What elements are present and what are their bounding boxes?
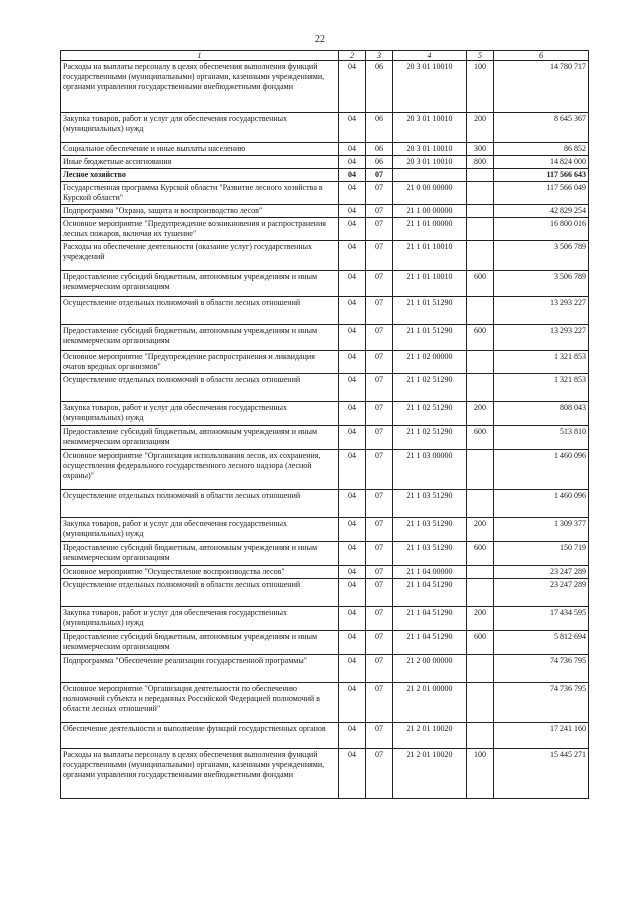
- cell-subsection: 07: [366, 241, 393, 271]
- cell-subsection: 07: [366, 655, 393, 683]
- cell-amount: 117 566 643: [494, 169, 589, 182]
- table-row: [61, 351, 589, 374]
- cell-expense-type: [467, 683, 494, 723]
- cell-subsection: 07: [366, 579, 393, 607]
- table-row: [61, 113, 589, 143]
- cell-subsection: 07: [366, 325, 393, 351]
- cell-name: Осуществление отдельных полномочий в области лесных отношений: [61, 490, 339, 518]
- cell-name: Подпрограмма "Охрана, защита и воспроизводство лесов": [61, 205, 339, 218]
- cell-target-article: 21 2 01 00000: [393, 683, 467, 723]
- table-row: [61, 607, 589, 631]
- cell-target-article: 21 1 03 00000: [393, 450, 467, 490]
- column-number-row: [61, 51, 589, 61]
- cell-subsection: 07: [366, 542, 393, 566]
- cell-target-article: 20 3 01 10010: [393, 156, 467, 169]
- cell-amount: 23 247 289: [494, 579, 589, 607]
- cell-name: Обеспечение деятельности и выполнение функций государственных органов: [61, 723, 339, 749]
- cell-section: 04: [339, 113, 366, 143]
- cell-target-article: 21 2 01 10020: [393, 723, 467, 749]
- cell-section: 04: [339, 61, 366, 113]
- page-number: 22: [315, 34, 325, 45]
- table-row: [61, 241, 589, 271]
- cell-target-article: 20 3 01 10010: [393, 113, 467, 143]
- cell-target-article: 21 1 04 51290: [393, 607, 467, 631]
- cell-expense-type: 200: [467, 402, 494, 426]
- cell-subsection: 07: [366, 450, 393, 490]
- cell-target-article: 21 1 00 00000: [393, 205, 467, 218]
- cell-name: Предоставление субсидий бюджетным, автономным учреждениям и иным некоммерческим организациям: [61, 631, 339, 655]
- cell-name: Предоставление субсидий бюджетным, автономным учреждениям и иным некоммерческим организациям: [61, 325, 339, 351]
- table-row: [61, 61, 589, 113]
- column-header-6: 6: [494, 51, 589, 61]
- cell-section: 04: [339, 297, 366, 325]
- cell-amount: 15 445 271: [494, 749, 589, 799]
- cell-subsection: 07: [366, 402, 393, 426]
- table-row: [61, 631, 589, 655]
- cell-expense-type: 800: [467, 156, 494, 169]
- cell-expense-type: 600: [467, 325, 494, 351]
- cell-target-article: 21 1 02 51290: [393, 426, 467, 450]
- cell-subsection: 07: [366, 169, 393, 182]
- cell-subsection: 07: [366, 205, 393, 218]
- cell-section: 04: [339, 351, 366, 374]
- cell-section: 04: [339, 749, 366, 799]
- cell-target-article: 21 1 03 51290: [393, 542, 467, 566]
- table-row: [61, 579, 589, 607]
- cell-amount: 1 460 096: [494, 490, 589, 518]
- cell-expense-type: [467, 490, 494, 518]
- table-body: [61, 61, 589, 799]
- cell-name: Закупка товаров, работ и услуг для обеспечения государственных (муниципальных) нужд: [61, 518, 339, 542]
- cell-amount: 14 824 000: [494, 156, 589, 169]
- cell-amount: 17 241 160: [494, 723, 589, 749]
- cell-amount: 13 293 227: [494, 297, 589, 325]
- cell-name: Закупка товаров, работ и услуг для обеспечения государственных (муниципальных) нужд: [61, 607, 339, 631]
- cell-target-article: 21 1 03 51290: [393, 518, 467, 542]
- cell-section: 04: [339, 631, 366, 655]
- cell-name: Основное мероприятие "Предупреждение распространения и ликвидация очагов вредных организмов": [61, 351, 339, 374]
- cell-expense-type: 100: [467, 61, 494, 113]
- cell-target-article: 20 3 01 10010: [393, 61, 467, 113]
- cell-amount: 42 829 254: [494, 205, 589, 218]
- cell-expense-type: [467, 450, 494, 490]
- cell-target-article: 21 1 01 10010: [393, 241, 467, 271]
- cell-target-article: 21 1 04 51290: [393, 631, 467, 655]
- cell-name: Основное мероприятие "Организация использования лесов, их сохранения, осуществления федерального государственного лесного надзора (лесной охраны)": [61, 450, 339, 490]
- cell-expense-type: [467, 655, 494, 683]
- cell-section: 04: [339, 518, 366, 542]
- cell-amount: 16 800 016: [494, 218, 589, 241]
- cell-subsection: 07: [366, 566, 393, 579]
- cell-name: Основное мероприятие "Предупреждение возникновения и распространения лесных пожаров, включая их тушение": [61, 218, 339, 241]
- cell-section: 04: [339, 218, 366, 241]
- cell-expense-type: 600: [467, 271, 494, 297]
- table-row: [61, 450, 589, 490]
- cell-name: Осуществление отдельных полномочий в области лесных отношений: [61, 297, 339, 325]
- table-row: [61, 566, 589, 579]
- cell-target-article: 21 2 00 00000: [393, 655, 467, 683]
- cell-amount: 14 780 717: [494, 61, 589, 113]
- cell-amount: 808 043: [494, 402, 589, 426]
- table-row: [61, 683, 589, 723]
- table-row: [61, 723, 589, 749]
- cell-subsection: 07: [366, 271, 393, 297]
- cell-name: Социальное обеспечение и иные выплаты населению: [61, 143, 339, 156]
- cell-amount: 117 566 049: [494, 182, 589, 205]
- cell-target-article: 21 1 02 51290: [393, 374, 467, 402]
- cell-expense-type: [467, 205, 494, 218]
- cell-name: Государственная программа Курской области "Развитие лесного хозяйства в Курской области": [61, 182, 339, 205]
- column-header-3: 3: [366, 51, 393, 61]
- cell-subsection: 07: [366, 297, 393, 325]
- cell-section: 04: [339, 579, 366, 607]
- column-header-1: 1: [61, 51, 339, 61]
- cell-subsection: 07: [366, 374, 393, 402]
- cell-name: Основное мероприятие "Организация деятельности по обеспечению полномочий субъекта и переданных Российской Федерацией полномочий в области лесных отношений": [61, 683, 339, 723]
- cell-target-article: 21 1 01 51290: [393, 297, 467, 325]
- cell-expense-type: [467, 169, 494, 182]
- cell-name: Подпрограмма "Обеспечение реализации государственной программы": [61, 655, 339, 683]
- cell-name: Иные бюджетные ассигнования: [61, 156, 339, 169]
- cell-section: 04: [339, 169, 366, 182]
- column-header-5: 5: [467, 51, 494, 61]
- table-row: [61, 143, 589, 156]
- cell-target-article: 21 1 04 51290: [393, 579, 467, 607]
- cell-expense-type: 200: [467, 518, 494, 542]
- cell-amount: 74 736 795: [494, 683, 589, 723]
- cell-expense-type: 100: [467, 749, 494, 799]
- cell-expense-type: 200: [467, 113, 494, 143]
- cell-target-article: 21 1 01 10010: [393, 271, 467, 297]
- cell-name: Предоставление субсидий бюджетным, автономным учреждениям и иным некоммерческим организациям: [61, 426, 339, 450]
- cell-amount: 150 719: [494, 542, 589, 566]
- cell-expense-type: 200: [467, 607, 494, 631]
- cell-target-article: 21 1 04 00000: [393, 566, 467, 579]
- cell-expense-type: [467, 241, 494, 271]
- cell-expense-type: [467, 723, 494, 749]
- cell-section: 04: [339, 490, 366, 518]
- cell-name: Осуществление отдельных полномочий в области лесных отношений: [61, 579, 339, 607]
- cell-subsection: 06: [366, 156, 393, 169]
- cell-subsection: 06: [366, 113, 393, 143]
- cell-subsection: 07: [366, 631, 393, 655]
- cell-expense-type: [467, 579, 494, 607]
- cell-section: 04: [339, 450, 366, 490]
- cell-section: 04: [339, 143, 366, 156]
- table-row: [61, 156, 589, 169]
- cell-expense-type: [467, 351, 494, 374]
- cell-expense-type: 600: [467, 631, 494, 655]
- cell-amount: 8 645 367: [494, 113, 589, 143]
- table-row: [61, 218, 589, 241]
- cell-name: Закупка товаров, работ и услуг для обеспечения государственных (муниципальных) нужд: [61, 402, 339, 426]
- table-header: [61, 51, 589, 61]
- cell-amount: 5 812 694: [494, 631, 589, 655]
- cell-target-article: 21 2 01 10020: [393, 749, 467, 799]
- cell-subsection: 07: [366, 607, 393, 631]
- table-row: [61, 374, 589, 402]
- cell-target-article: 20 3 01 10010: [393, 143, 467, 156]
- table-row: [61, 169, 589, 182]
- cell-section: 04: [339, 205, 366, 218]
- cell-amount: 13 293 227: [494, 325, 589, 351]
- column-header-4: 4: [393, 51, 467, 61]
- cell-subsection: 07: [366, 490, 393, 518]
- table-row: [61, 426, 589, 450]
- cell-expense-type: 300: [467, 143, 494, 156]
- table-row: [61, 518, 589, 542]
- cell-amount: 17 434 595: [494, 607, 589, 631]
- cell-expense-type: [467, 566, 494, 579]
- cell-name: Расходы на выплаты персоналу в целях обеспечения выполнения функций государственными (муниципальными) органами, казенными учреждениями, органами управления государственными внебюджетными фондами: [61, 61, 339, 113]
- cell-amount: 513 810: [494, 426, 589, 450]
- cell-expense-type: [467, 218, 494, 241]
- table-row: [61, 182, 589, 205]
- cell-expense-type: [467, 297, 494, 325]
- cell-target-article: [393, 169, 467, 182]
- cell-section: 04: [339, 655, 366, 683]
- cell-amount: 3 506 789: [494, 241, 589, 271]
- cell-section: 04: [339, 182, 366, 205]
- cell-subsection: 07: [366, 683, 393, 723]
- table-row: [61, 655, 589, 683]
- cell-amount: 1 321 853: [494, 351, 589, 374]
- table-row: [61, 297, 589, 325]
- table-row: [61, 205, 589, 218]
- cell-subsection: 07: [366, 518, 393, 542]
- cell-subsection: 07: [366, 723, 393, 749]
- cell-name: Предоставление субсидий бюджетным, автономным учреждениям и иным некоммерческим организациям: [61, 271, 339, 297]
- cell-subsection: 07: [366, 426, 393, 450]
- table-row: [61, 402, 589, 426]
- cell-target-article: 21 1 03 51290: [393, 490, 467, 518]
- cell-expense-type: [467, 374, 494, 402]
- cell-subsection: 07: [366, 351, 393, 374]
- cell-section: 04: [339, 271, 366, 297]
- cell-section: 04: [339, 566, 366, 579]
- cell-target-article: 21 0 00 00000: [393, 182, 467, 205]
- cell-section: 04: [339, 374, 366, 402]
- cell-section: 04: [339, 607, 366, 631]
- cell-section: 04: [339, 683, 366, 723]
- column-header-2: 2: [339, 51, 366, 61]
- table-row: [61, 490, 589, 518]
- cell-amount: 23 247 289: [494, 566, 589, 579]
- cell-section: 04: [339, 325, 366, 351]
- cell-subsection: 06: [366, 61, 393, 113]
- cell-section: 04: [339, 426, 366, 450]
- cell-amount: 1 309 377: [494, 518, 589, 542]
- cell-name: Расходы на обеспечение деятельности (оказание услуг) государственных учреждений: [61, 241, 339, 271]
- cell-name: Расходы на выплаты персоналу в целях обеспечения выполнения функций государственными (муниципальными) органами, казенными учреждениями, органами управления государственными внебюджетными фондами: [61, 749, 339, 799]
- table-row: [61, 325, 589, 351]
- cell-section: 04: [339, 402, 366, 426]
- cell-section: 04: [339, 156, 366, 169]
- cell-name: Предоставление субсидий бюджетным, автономным учреждениям и иным некоммерческим организациям: [61, 542, 339, 566]
- cell-section: 04: [339, 723, 366, 749]
- cell-target-article: 21 1 01 00000: [393, 218, 467, 241]
- cell-amount: 3 506 789: [494, 271, 589, 297]
- cell-expense-type: [467, 182, 494, 205]
- cell-amount: 1 321 853: [494, 374, 589, 402]
- cell-subsection: 07: [366, 749, 393, 799]
- cell-subsection: 07: [366, 218, 393, 241]
- table-row: [61, 542, 589, 566]
- cell-target-article: 21 1 02 00000: [393, 351, 467, 374]
- budget-table: [60, 50, 589, 799]
- cell-section: 04: [339, 241, 366, 271]
- table-row: [61, 271, 589, 297]
- cell-name: Закупка товаров, работ и услуг для обеспечения государственных (муниципальных) нужд: [61, 113, 339, 143]
- cell-amount: 74 736 795: [494, 655, 589, 683]
- cell-expense-type: 600: [467, 542, 494, 566]
- cell-subsection: 06: [366, 143, 393, 156]
- cell-name: Основное мероприятие "Осуществление воспроизводства лесов": [61, 566, 339, 579]
- cell-target-article: 21 1 02 51290: [393, 402, 467, 426]
- cell-expense-type: 600: [467, 426, 494, 450]
- cell-amount: 86 852: [494, 143, 589, 156]
- cell-name: Осуществление отдельных полномочий в области лесных отношений: [61, 374, 339, 402]
- table-row: [61, 749, 589, 799]
- cell-section: 04: [339, 542, 366, 566]
- cell-name: Лесное хозяйство: [61, 169, 339, 182]
- cell-target-article: 21 1 01 51290: [393, 325, 467, 351]
- cell-amount: 1 460 096: [494, 450, 589, 490]
- cell-subsection: 07: [366, 182, 393, 205]
